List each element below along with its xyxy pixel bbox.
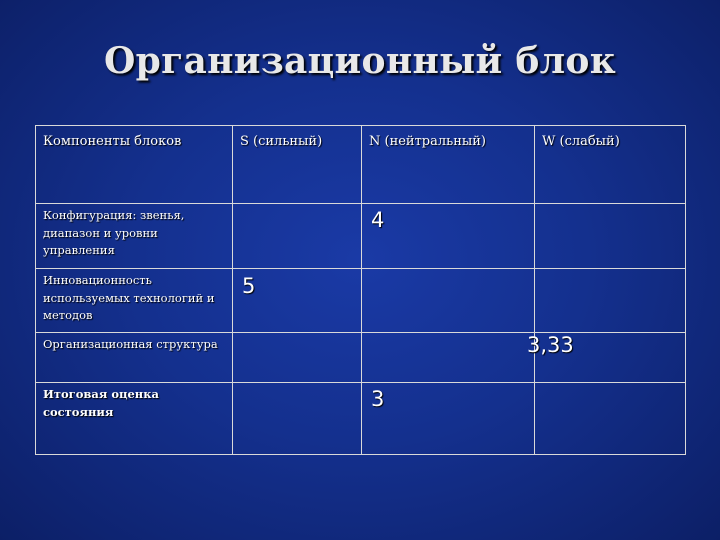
table-row — [36, 383, 686, 455]
row-label-configuration: Конфигурация: звенья, диапазон и уровни управления — [36, 204, 233, 269]
score-innovation: 5 — [242, 274, 256, 298]
header-components: Компоненты блоков — [36, 126, 233, 204]
cell-configuration-weak — [535, 204, 686, 269]
slide-title: Организационный блок — [103, 40, 616, 82]
header-weak: W (слабый) — [535, 126, 686, 204]
table-row — [36, 333, 686, 383]
score-total: 3 — [371, 387, 385, 411]
score-configuration: 4 — [371, 208, 385, 232]
header-strong: S (сильный) — [233, 126, 362, 204]
score-structure: 3,33 — [527, 333, 574, 357]
header-row — [36, 126, 686, 204]
cell-configuration-neutral — [362, 204, 535, 269]
cell-total-weak — [535, 383, 686, 455]
header-neutral: N (нейтральный) — [362, 126, 535, 204]
assessment-table — [35, 125, 686, 455]
cell-configuration-strong — [233, 204, 362, 269]
table-row — [36, 204, 686, 269]
cell-innovation-neutral — [362, 269, 535, 333]
cell-structure-neutral — [362, 333, 574, 383]
cell-innovation-weak — [535, 269, 686, 333]
assessment-table-wrap — [35, 125, 686, 455]
cell-structure-weak — [535, 333, 686, 383]
cell-total-neutral — [362, 383, 535, 455]
cell-structure-strong — [233, 333, 362, 383]
row-label-innovation: Инновационность используемых технологий и методов — [36, 269, 233, 333]
row-label-total: Итоговая оценка состояния — [36, 383, 233, 455]
cell-total-strong — [233, 383, 362, 455]
cell-innovation-strong — [233, 269, 362, 333]
row-label-structure: Организационная структура — [36, 333, 233, 383]
table-row — [36, 269, 686, 333]
